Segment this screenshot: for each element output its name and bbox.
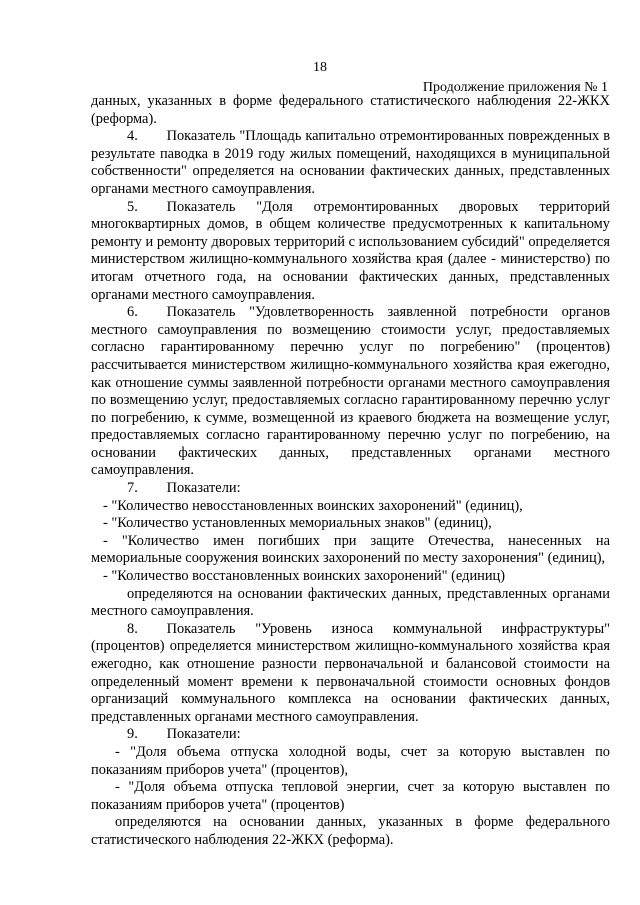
list-item-indicator: - "Доля объема отпуска тепловой энергии, счет за которую выставлен по показаниям приборов учета" (процентов) xyxy=(91,779,610,813)
paragraph-determination: определяются на основании фактических данных, представленных органами местного самоуправления. xyxy=(91,585,610,620)
list-item-indicator: - "Количество имен погибших при защите Отечества, нанесенных на мемориальные сооружения воинских захоронений по месту захоронения" (единиц), xyxy=(91,532,610,567)
page-number: 18 xyxy=(313,60,327,75)
paragraph-item-6: 6. Показатель "Удовлетворенность заявленной потребности органов местного самоуправления по возмещению стоимости услуг, предоставляемых согласно гарантированному перечню услуг по погребению" (процентов) рассчитывается министерством жилищно-коммунального хозяйства края ежегодно, как отношение суммы заявленной потребности органами местного самоуправления по возмещению услуг, предоставляемых согласно гарантированному перечню услуг по погребению, к сумме, возмещенной из краевого бюджета на возмещение услуг, предоставляемых согласно гарантированному перечню услуг по погребению, на основании фактических данных, представленных органами местного самоуправления. xyxy=(91,304,610,479)
paragraph-item-9: 9. Показатели: xyxy=(127,726,241,743)
paragraph-item-4: 4. Показатель "Площадь капитально отремонтированных поврежденных в результате паводка в 2019 году жилых помещений, находящихся в муниципальной собственности" определяется на основании фактических данных, представленных органами местного самоуправления. xyxy=(91,128,610,197)
list-item-indicator: - "Количество установленных мемориальных знаков" (единиц), xyxy=(103,515,492,532)
appendix-continuation-label: Продолжение приложения № 1 xyxy=(422,80,608,95)
body-text xyxy=(91,93,610,850)
list-item-indicator: - "Количество невосстановленных воинских захоронений" (единиц), xyxy=(103,497,523,514)
list-item-indicator: - "Доля объема отпуска холодной воды, счет за которую выставлен по показаниям приборов учета" (процентов), xyxy=(91,743,610,778)
paragraph-item-7: 7. Показатели: xyxy=(127,480,241,497)
paragraph-continued: данных, указанных в форме федерального статистического наблюдения 22-ЖКХ (реформа). xyxy=(91,93,610,127)
paragraph-determination: определяются на основании данных, указанных в форме федерального статистического наблюдения 22-ЖКХ (реформа). xyxy=(91,814,610,848)
paragraph-item-8: 8. Показатель "Уровень износа коммунальной инфраструктуры" (процентов) определяется министерством жилищно-коммунального хозяйства края ежегодно, как отношение разности первоначальной и балансовой стоимости на определенный момент времени к первоначальной стоимости основных фондов организаций коммунального комплекса на основании фактических данных, представленных органами местного самоуправления. xyxy=(91,620,610,725)
list-item-indicator: - "Количество восстановленных воинских захоронений" (единиц) xyxy=(103,568,506,585)
paragraph-item-5: 5. Показатель "Доля отремонтированных дворовых территорий многоквартирных домов, в общем количестве предусмотренных к капитальному ремонту и ремонту дворовых территорий с использованием субсидий" определяется министерством жилищно-коммунального хозяйства края (далее - министерство) по итогам отчетного года, на основании фактических данных, представленных органами местного самоуправления. xyxy=(91,198,610,303)
